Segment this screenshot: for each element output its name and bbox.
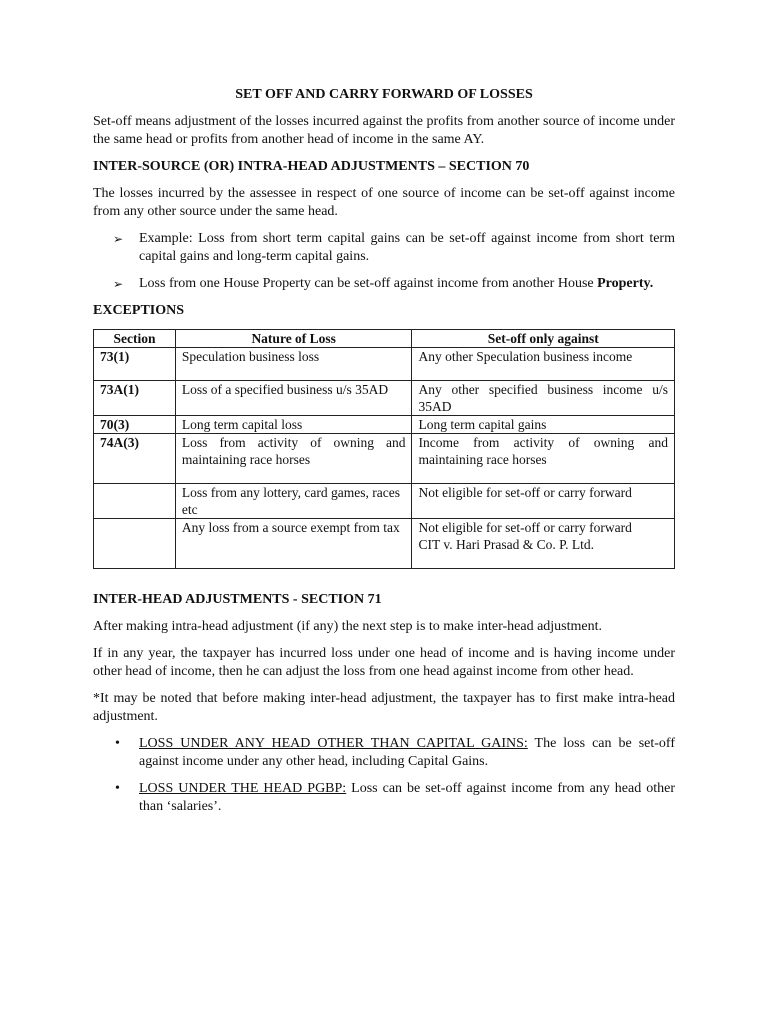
cell-nature: Loss from any lottery, card games, races etc [175, 484, 412, 519]
section-71-heading: INTER-HEAD ADJUSTMENTS - SECTION 71 [93, 592, 382, 607]
cell-section [94, 484, 176, 519]
house-property-bold: Property. [597, 276, 654, 291]
table-row [94, 348, 675, 381]
house-property-text: Loss from one House Property can be set-off against income from another House [139, 276, 598, 291]
bullet-text: Loss can be set-off against income from any head other than ‘salaries’. [139, 781, 675, 814]
table-row [94, 484, 675, 519]
cell-section: 73(1) [94, 348, 176, 381]
case-citation: CIT v. Hari Prasad & Co. P. Ltd. [418, 537, 594, 552]
table-header-row [94, 330, 675, 348]
cell-against [412, 519, 675, 569]
arrow-bullet-icon: ➢ [113, 232, 124, 246]
cell-against: Any other Speculation business income [412, 348, 675, 381]
table-row [94, 416, 675, 434]
column-header-nature: Nature of Loss [175, 330, 412, 348]
list-item [115, 780, 675, 816]
cell-nature: Speculation business loss [175, 348, 412, 381]
cell-against: Long term capital gains [412, 416, 675, 434]
list-item [113, 275, 675, 293]
bullet-icon: • [115, 736, 120, 751]
table-row [94, 519, 675, 569]
document-title: SET OFF AND CARRY FORWARD OF LOSSES [235, 87, 533, 102]
section-71-bullets [93, 735, 675, 816]
bullet-label: LOSS UNDER ANY HEAD OTHER THAN CAPITAL GAINS: [139, 736, 528, 751]
cell-nature: Loss of a specified business u/s 35AD [175, 381, 412, 416]
cell-against: Any other specified business income u/s 35AD [412, 381, 675, 416]
example-text: Example: Loss from short term capital gains can be set-off against income from short term capital gains and long-term capital gains. [139, 231, 675, 264]
bullet-label: LOSS UNDER THE HEAD PGBP: [139, 781, 347, 796]
section-71-paragraph-1: After making intra-head adjustment (if any) the next step is to make inter-head adjustment. [93, 619, 603, 634]
cell-against-line: Not eligible for set-off or carry forward [418, 520, 632, 535]
cell-against: Income from activity of owning and maintaining race horses [412, 434, 675, 484]
table-row [94, 434, 675, 484]
cell-nature: Long term capital loss [175, 416, 412, 434]
cell-nature: Any loss from a source exempt from tax [175, 519, 412, 569]
cell-section: 70(3) [94, 416, 176, 434]
table-row [94, 381, 675, 416]
section-71-note: *It may be noted that before making inter-head adjustment, the taxpayer has to first make intra-head adjustment. [93, 691, 675, 724]
list-item [113, 230, 675, 266]
intro-paragraph: Set-off means adjustment of the losses incurred against the profits from another source of income under the same head or profits from another head of income in the same AY. [93, 114, 675, 147]
section-71-paragraph-2: If in any year, the taxpayer has incurred loss under one head of income and is having income under other head of income, then he can adjust the loss from one head against income from other head. [93, 646, 675, 679]
cell-nature: Loss from activity of owning and maintaining race horses [175, 434, 412, 484]
column-header-section: Section [94, 330, 176, 348]
list-item [115, 735, 675, 771]
bullet-text: The loss can be set-off against income under any other head, including Capital Gains. [139, 736, 675, 769]
exceptions-heading: EXCEPTIONS [93, 303, 185, 318]
exceptions-table [93, 329, 675, 569]
section-70-paragraph: The losses incurred by the assessee in respect of one source of income can be set-off against income from any other source under the same head. [93, 186, 675, 219]
section-70-examples [93, 230, 675, 293]
cell-section: 74A(3) [94, 434, 176, 484]
cell-against: Not eligible for set-off or carry forward [412, 484, 675, 519]
cell-section: 73A(1) [94, 381, 176, 416]
column-header-against: Set-off only against [412, 330, 675, 348]
arrow-bullet-icon: ➢ [113, 277, 124, 291]
section-70-heading: INTER-SOURCE (OR) INTRA-HEAD ADJUSTMENTS – SECTION 70 [93, 159, 530, 174]
bullet-icon: • [115, 781, 120, 796]
cell-section [94, 519, 176, 569]
